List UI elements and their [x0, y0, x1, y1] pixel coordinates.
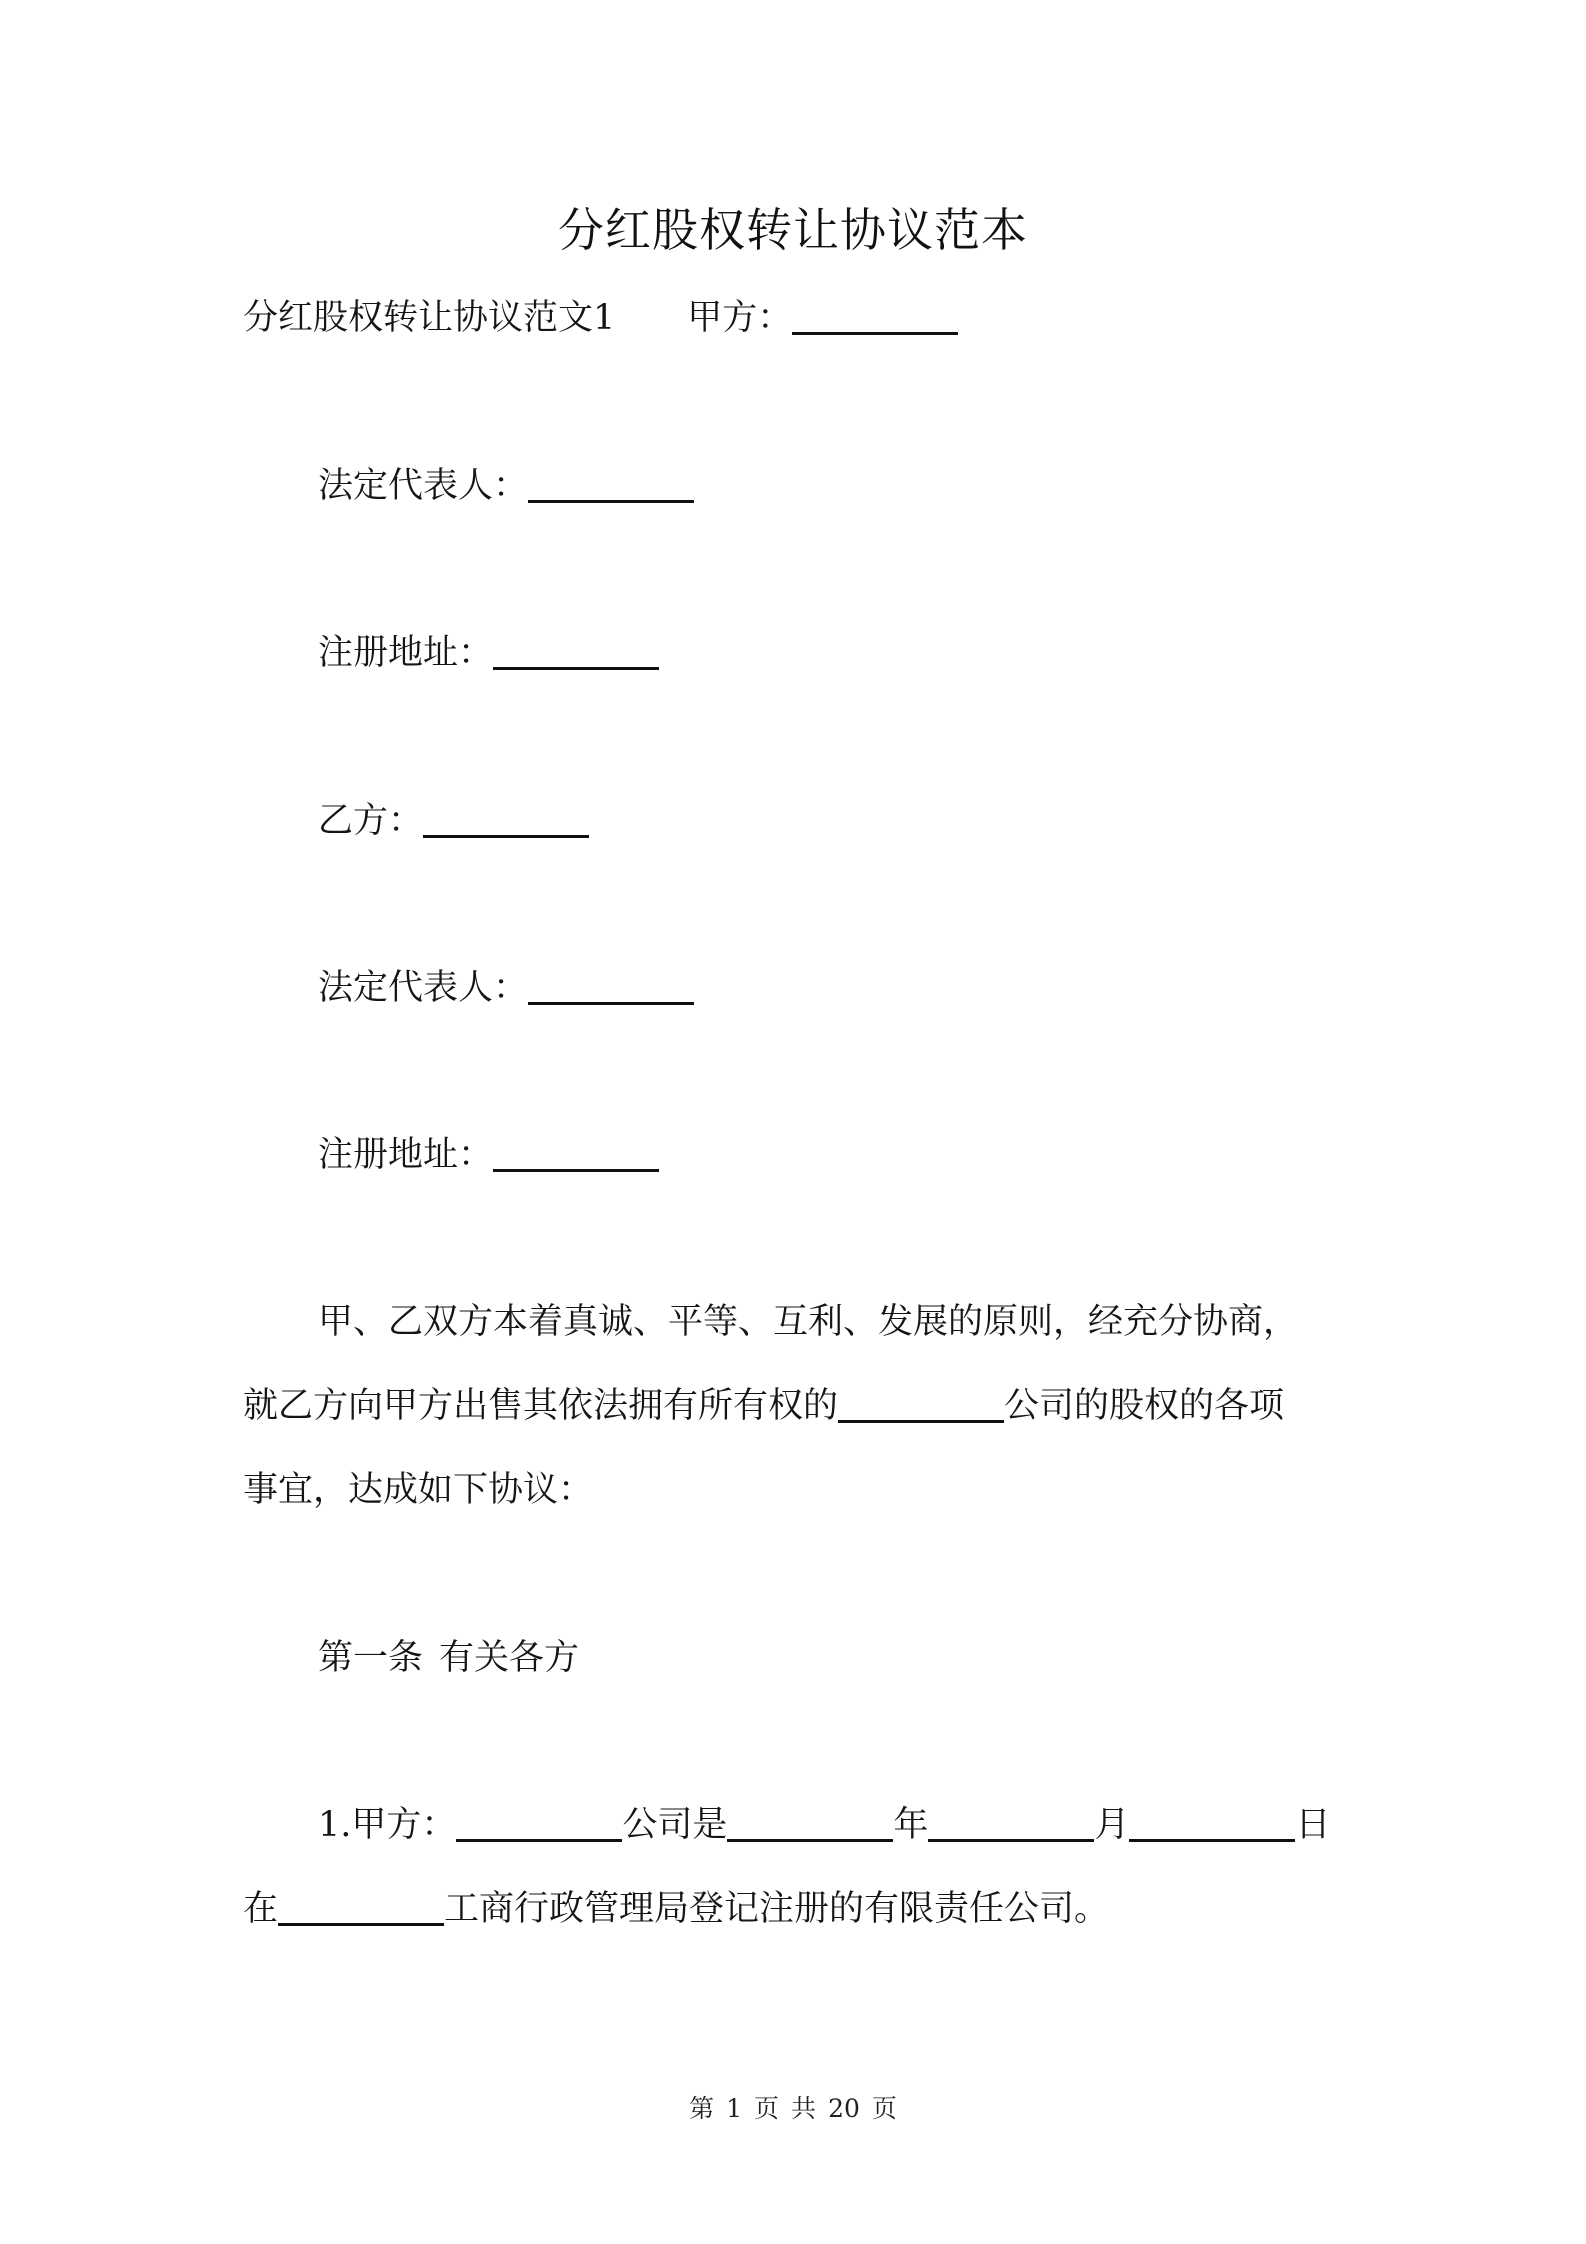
- company-name-blank: [838, 1384, 1004, 1423]
- clause-1-bureau-blank: [278, 1887, 444, 1926]
- article-1-title: 有关各方: [439, 1638, 580, 1678]
- party-a-label: 甲方：: [687, 298, 793, 338]
- clause-1-prefix: 1.甲方：: [318, 1805, 457, 1845]
- preamble-line-2-start: 就乙方向甲方出售其依法拥有所有权的: [243, 1386, 839, 1426]
- preamble-line-3: 事宜，达成如下协议：: [243, 1470, 594, 1510]
- subtitle-line: [243, 294, 958, 342]
- clause-1-at: 在: [243, 1889, 279, 1929]
- footer-page-unit: 页: [754, 2094, 780, 2123]
- party-a-address-line: [318, 629, 659, 677]
- page-footer: [0, 2093, 1586, 2125]
- party-b-blank: [423, 799, 589, 838]
- clause-1-year: 年: [893, 1805, 929, 1845]
- party-a-address-blank: [493, 631, 659, 670]
- preamble-line-1: 甲、乙双方本着真诚、平等、互利、发展的原则，经充分协商，: [318, 1302, 1299, 1342]
- party-a-address-label: 注册地址：: [318, 633, 494, 673]
- party-b-rep-line: [318, 964, 694, 1012]
- clause-1-line-2: [243, 1885, 1109, 1933]
- article-1-heading: [318, 1634, 579, 1682]
- party-b-rep-blank: [528, 966, 694, 1005]
- party-b-address-line: [318, 1131, 659, 1179]
- footer-total-pages: 20: [828, 2094, 860, 2123]
- clause-1-day-blank: [1129, 1803, 1295, 1842]
- footer-total-word: 共: [791, 2094, 817, 2123]
- party-a-rep-line: [318, 462, 694, 510]
- party-a-rep-blank: [528, 464, 694, 503]
- party-b-address-blank: [493, 1133, 659, 1172]
- party-b-rep-label: 法定代表人：: [318, 968, 529, 1008]
- footer-page-word: 第: [689, 2094, 715, 2123]
- preamble-line-2-end: 公司的股权的各项: [1004, 1386, 1285, 1426]
- party-a-blank: [792, 296, 958, 335]
- preamble-line-2: [243, 1382, 1284, 1430]
- party-a-rep-label: 法定代表人：: [318, 466, 529, 506]
- clause-1-day: 日: [1295, 1805, 1331, 1845]
- clause-1-line-1: [318, 1801, 1330, 1849]
- document-subtitle: 分红股权转让协议范文1: [243, 298, 616, 338]
- footer-total-unit: 页: [871, 2094, 897, 2123]
- footer-page-number: 1: [726, 2094, 743, 2123]
- party-b-label: 乙方：: [318, 801, 424, 841]
- clause-1-company-is: 公司是: [622, 1805, 728, 1845]
- clause-1-rest: 工商行政管理局登记注册的有限责任公司。: [444, 1889, 1110, 1929]
- document-title: 分红股权转让协议范本: [558, 203, 1028, 257]
- party-b-line: [318, 797, 589, 845]
- party-b-address-label: 注册地址：: [318, 1135, 494, 1175]
- clause-1-party-blank: [456, 1803, 622, 1842]
- clause-1-month-blank: [928, 1803, 1094, 1842]
- clause-1-month: 月: [1094, 1805, 1130, 1845]
- article-1-number: 第一条: [318, 1638, 424, 1678]
- clause-1-year-blank: [727, 1803, 893, 1842]
